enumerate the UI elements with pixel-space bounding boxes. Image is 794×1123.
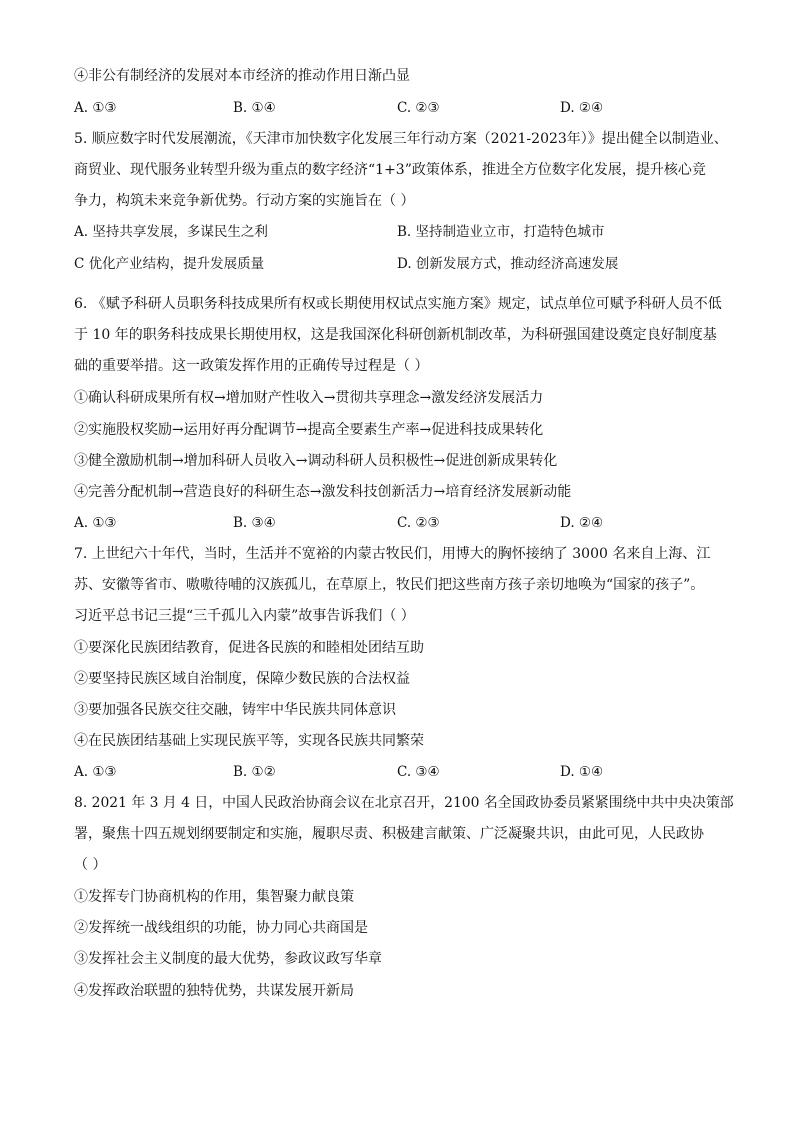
q6-option-b: B. ③④ [233, 515, 276, 531]
prev-item-4: ④非公有制经济的发展对本市经济的推动作用日渐凸显 [74, 68, 410, 84]
q5-stem-line-2: 商贸业、现代服务业转型升级为重点的数字经济“1+3”政策体系，推进全方位数字化发展，提升核心竞 [74, 162, 706, 178]
q8-item-3: ③发挥社会主义制度的最大优势，参政议政写华章 [74, 951, 382, 967]
q6-item-2: ②实施股权奖励→运用好再分配调节→提高全要素生产率→促进科技成果转化 [74, 422, 544, 438]
q6-stem-line-1: 6. 《赋予科研人员职务科技成果所有权或长期使用权试点实施方案》规定，试点单位可赋予科研人员不低 [74, 296, 722, 312]
q6-item-3: ③健全激励机制→增加科研人员收入→调动科研人员积极性→促进创新成果转化 [74, 453, 558, 469]
q7-item-1: ①要深化民族团结教育，促进各民族的和睦相处团结互助 [74, 640, 424, 656]
q5-stem-line-3: 争力，构筑未来竞争新优势。行动方案的实施旨在（ ） [74, 193, 415, 209]
q7-option-c: C. ③④ [397, 764, 440, 780]
q7-item-2: ②要坚持民族区域自治制度，保障少数民族的合法权益 [74, 671, 410, 687]
q8-stem-line-2: 署，聚焦十四五规划纲要制定和实施，履职尽责、积极建言献策、广泛凝聚共识，由此可见，人民政协 [74, 826, 704, 842]
prev-option-a: A. ①③ [74, 100, 117, 116]
q7-option-a: A. ①③ [74, 764, 117, 780]
q8-item-4: ④发挥政治联盟的独特优势，共谋发展开新局 [74, 983, 354, 999]
q8-item-2: ②发挥统一战线组织的功能，协力同心共商国是 [74, 920, 368, 936]
q7-item-3: ③要加强各民族交往交融，铸牢中华民族共同体意识 [74, 702, 396, 718]
q6-stem-line-3: 础的重要举措。这一政策发挥作用的正确传导过程是（ ） [74, 358, 429, 374]
q6-option-d: D. ②④ [560, 515, 604, 531]
q8-stem-line-3: （ ） [74, 857, 107, 873]
q5-stem-line-1: 5. 顺应数字时代发展潮流，《天津市加快数字化发展三年行动方案（2021-2023年）》提出健全以制造业、 [74, 131, 728, 147]
q6-option-a: A. ①③ [74, 515, 117, 531]
q7-stem-line-2: 苏、安徽等省市、嗷嗷待哺的汉族孤儿，在草原上，牧民们把这些南方孩子亲切地唤为“国家的孩子”。 [74, 577, 705, 593]
q5-option-c: C 优化产业结构，提升发展质量 [74, 256, 265, 272]
q7-option-d: D. ①④ [560, 764, 604, 780]
q6-item-1: ①确认科研成果所有权→增加财产性收入→贯彻共享理念→激发经济发展活力 [74, 390, 544, 406]
prev-option-d: D. ②④ [560, 100, 604, 116]
q8-stem-line-1: 8. 2021 年 3 月 4 日，中国人民政治协商会议在北京召开，2100 名全国政协委员紧紧围绕中共中央决策部 [74, 795, 734, 811]
q8-item-1: ①发挥专门协商机构的作用，集智聚力献良策 [74, 889, 354, 905]
q5-option-a: A. 坚持共享发展，多谋民生之利 [74, 224, 268, 240]
prev-option-b: B. ①④ [233, 100, 276, 116]
prev-option-c: C. ②③ [397, 100, 440, 116]
q5-option-b: B. 坚持制造业立市，打造特色城市 [397, 224, 605, 240]
q6-option-c: C. ②③ [397, 515, 440, 531]
q7-item-4: ④在民族团结基础上实现民族平等，实现各民族共同繁荣 [74, 733, 424, 749]
q7-stem-line-1: 7. 上世纪六十年代，当时，生活并不宽裕的内蒙古牧民们，用博大的胸怀接纳了 3000 名来自上海、江 [74, 546, 711, 562]
q7-option-b: B. ①② [233, 764, 276, 780]
q6-stem-line-2: 于 10 年的职务科技成果长期使用权，这是我国深化科研创新机制改革，为科研强国建设奠定良好制度基 [74, 327, 717, 343]
q7-stem-line-3: 习近平总书记三提“三千孤儿入内蒙”故事告诉我们（ ） [74, 608, 415, 624]
q6-item-4: ④完善分配机制→营造良好的科研生态→激发科技创新活力→培育经济发展新动能 [74, 484, 572, 500]
q5-option-d: D. 创新发展方式，推动经济高速发展 [397, 256, 619, 272]
